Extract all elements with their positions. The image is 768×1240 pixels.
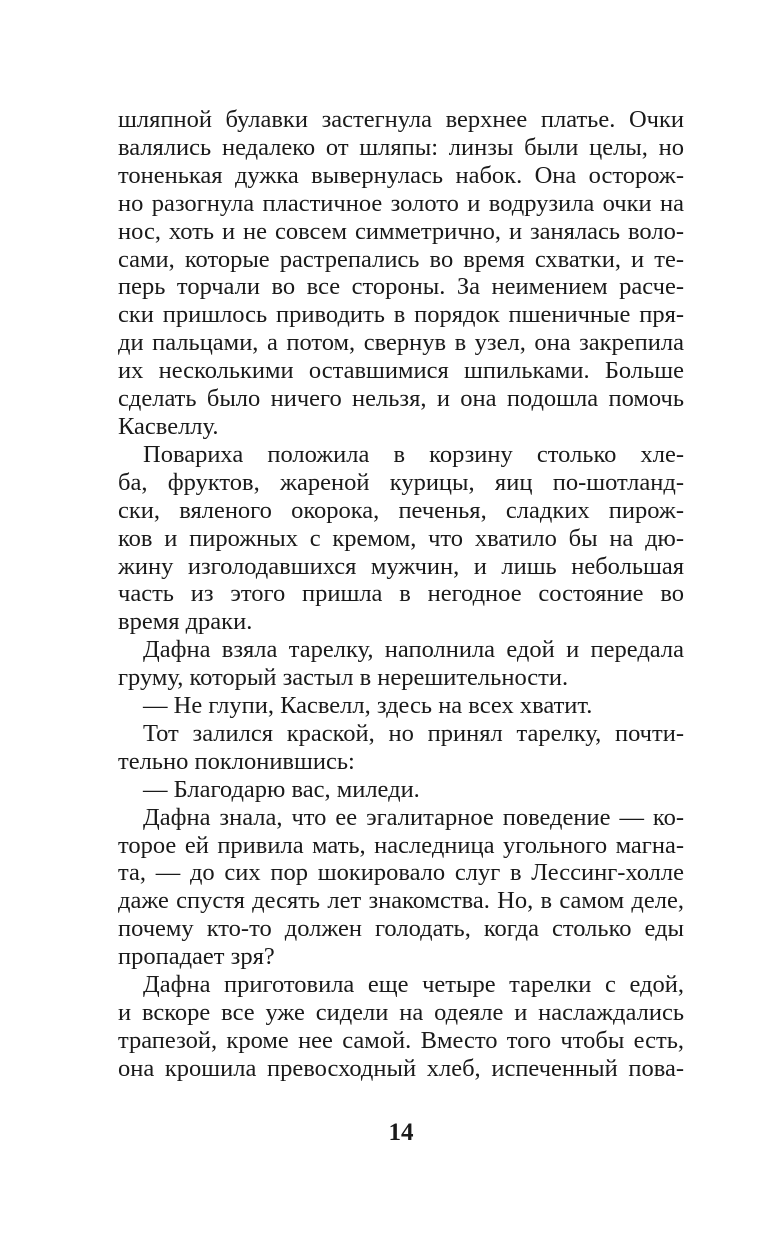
text-line: тоненькая дужка вывернулась набок. Она осторож- bbox=[118, 161, 684, 189]
text-line: даже спустя десять лет знакомства. Но, в самом деле, bbox=[118, 887, 684, 915]
text-line: — Не глупи, Касвелл, здесь на всех хватит. bbox=[143, 692, 593, 720]
text-line: сами, которые растрепались во время схватки, и те- bbox=[118, 245, 684, 273]
page-number: 14 bbox=[388, 1119, 414, 1146]
text-line: трапезой, кроме нее самой. Вместо того чтобы есть, bbox=[118, 1026, 684, 1054]
text-line: Тот залился краской, но принял тарелку, почти- bbox=[143, 719, 684, 747]
text-line: время драки. bbox=[118, 608, 253, 636]
paragraph bbox=[118, 720, 684, 776]
text-line: и вскоре все уже сидели на одеяле и наслаждались bbox=[118, 999, 684, 1026]
text-line: — Благодарю вас, миледи. bbox=[143, 775, 420, 803]
text-line: валялись недалеко от шляпы: линзы были целы, но bbox=[118, 133, 684, 161]
text-line: жину изголодавшихся мужчин, и лишь небольшая bbox=[118, 552, 684, 580]
text-line: Дафна взяла тарелку, наполнила едой и передала bbox=[143, 636, 684, 664]
text-line: груму, который застыл в нерешительности. bbox=[118, 664, 569, 692]
text-line: торое ей привила мать, наследница угольного магна- bbox=[118, 831, 684, 859]
text-line: сделать было ничего нельзя, и она подошла помочь bbox=[118, 385, 684, 413]
text-line: та, — до сих пор шокировало слуг в Лессинг-холле bbox=[118, 859, 684, 887]
text-line: Дафна приготовила еще четыре тарелки с едой, bbox=[143, 971, 684, 999]
text-line: шляпной булавки застегнула верхнее платье. Очки bbox=[118, 106, 684, 133]
paragraph bbox=[118, 692, 684, 720]
text-line: почему кто-то должен голодать, когда столько еды bbox=[118, 915, 684, 943]
text-line: тельно поклонившись: bbox=[118, 747, 355, 775]
paragraph bbox=[118, 804, 684, 971]
paragraph bbox=[118, 636, 684, 692]
text-line: пропадает зря? bbox=[118, 943, 275, 971]
text-line: Дафна знала, что ее эгалитарное поведение — ко- bbox=[143, 803, 684, 831]
text-line: ди пальцами, а потом, свернув в узел, она закрепила bbox=[118, 329, 684, 357]
text-line: ков и пирожных с кремом, что хватило бы на дю- bbox=[118, 524, 684, 552]
paragraph bbox=[118, 776, 684, 804]
paragraph bbox=[118, 106, 684, 441]
text-line: ски пришлось приводить в порядок пшеничные пря- bbox=[118, 301, 684, 329]
text-line: она крошила превосходный хлеб, испеченный пова- bbox=[118, 1054, 684, 1082]
text-line: их несколькими оставшимися шпильками. Больше bbox=[118, 357, 684, 385]
text-line: но разогнула пластичное золото и водрузила очки на bbox=[118, 189, 684, 217]
paragraph bbox=[118, 441, 684, 636]
text-line: нос, хоть и не совсем симметрично, и занялась воло- bbox=[118, 217, 684, 245]
text-line: ски, вяленого окорока, печенья, сладких пирож- bbox=[118, 496, 684, 524]
text-block bbox=[118, 106, 684, 1083]
text-line: перь торчали во все стороны. За неимением расче- bbox=[118, 273, 684, 301]
text-line: часть из этого пришла в негодное состояние во bbox=[118, 580, 684, 608]
text-line: Повариха положила в корзину столько хле- bbox=[143, 440, 684, 468]
text-line: ба, фруктов, жареной курицы, яиц по-шотланд- bbox=[118, 468, 684, 496]
text-line: Касвеллу. bbox=[118, 412, 219, 440]
paragraph bbox=[118, 971, 684, 1083]
